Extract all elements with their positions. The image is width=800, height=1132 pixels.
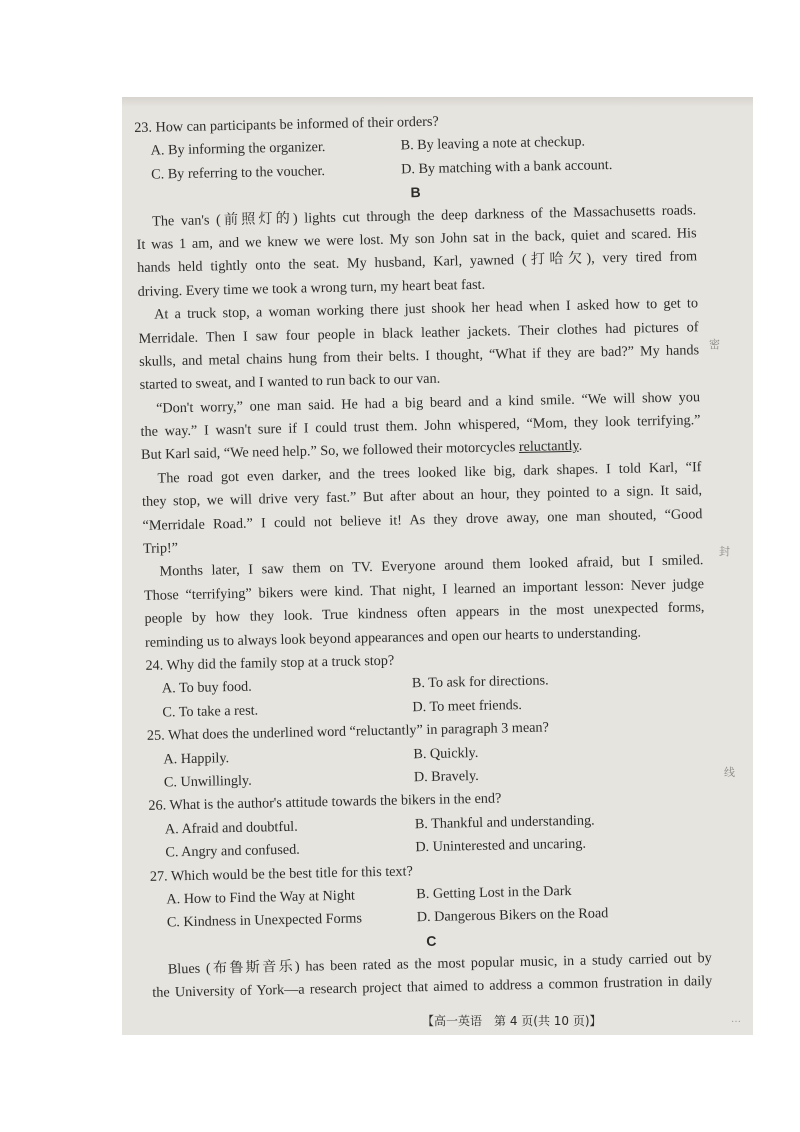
footer-dots: … [731, 1014, 741, 1025]
option-b: B. By leaving a note at checkup. [400, 133, 586, 154]
question-stem: 23. How can participants be informed of their orders? [134, 113, 439, 136]
passage-line: Merridale. Then I saw four people in black leather jackets. Their clothes had pictures of [138, 318, 699, 347]
option-c: C. Angry and confused. [165, 841, 300, 861]
option-c: C. Kindness in Unexpected Forms [166, 910, 363, 931]
binding-mark-top: 密 [709, 338, 720, 351]
option-d: D. By matching with a bank account. [400, 156, 613, 178]
option-c: C. To take a rest. [162, 702, 259, 721]
binding-mark-mid: 封 [719, 545, 730, 558]
question-24-stem: 24. Why did the family stop at a truck stop? [145, 652, 395, 674]
option-d: D. To meet friends. [412, 696, 523, 716]
passage-line: they stop, we will drive very fast.” But after about an hour, they pointed to a sign. It said, [141, 482, 703, 511]
question-25-stem: 25. What does the underlined word “reluctantly” in paragraph 3 mean? [146, 719, 550, 745]
section-b-heading: B [410, 184, 421, 201]
option-d: D. Dangerous Bikers on the Road [416, 905, 609, 926]
passage-line: At a truck stop, a woman working there just shook her head when I asked how to get to [153, 295, 699, 323]
passage-line: the University of York—a research project that aimed to address a common frustration in daily [152, 973, 713, 1002]
passage-line: Months later, I saw them on TV. Everyone around them looked afraid, but I smiled. [159, 552, 704, 580]
passage-line: skulls, and metal chains hung from their belts. I thought, “What if they are bad?” My hands [138, 342, 700, 370]
binding-mark-low: 线 [724, 766, 735, 779]
passage-line: The van's (前照灯的) lights cut through the deep darkness of the Massachusetts roads. [152, 201, 697, 230]
scanned-page [122, 97, 753, 1035]
section-c-heading: C [426, 932, 437, 949]
option-a: A. Happily. [163, 749, 230, 768]
option-d: D. Bravely. [413, 767, 479, 786]
question-27-stem: 27. Which would be the best title for this text? [149, 862, 413, 885]
passage-line: hands held tightly onto the seat. My husband, Karl, yawned (打哈欠), very tired from [137, 248, 698, 277]
passage-line: “Merridale Road.” I could not believe it! As they drove away, one man shouted, “Good [142, 505, 703, 534]
option-c: C. By referring to the voucher. [151, 162, 326, 183]
passage-punct: . [578, 438, 583, 455]
option-a: A. By informing the organizer. [150, 139, 326, 160]
passage-line: Trip!” [142, 540, 179, 557]
page-footer: 【高一英语 第 4 页(共 10 页)】 [422, 1014, 602, 1028]
passage-line: “Don't worry,” one man said. He had a big beard and a kind smile. “We will show you [155, 388, 701, 417]
passage-text: But Karl said, “We need help.” So, we followed their motorcycles [140, 439, 520, 464]
passage-line: reminding us to always look beyond appearances and open our hearts to understanding. [144, 624, 642, 651]
passage-line: It was 1 am, and we knew we were lost. My son John sat in the back, quiet and scared. His [136, 225, 697, 253]
page-content [134, 105, 712, 1005]
passage-line: the way.” I wasn't sure if I could trust them. John whispered, “Mom, they look terrifying.” [140, 412, 701, 441]
passage-line: Those “terrifying” bikers were kind. That night, I learned an important lesson: Never judge [143, 575, 705, 604]
option-a: A. How to Find the Way at Night [166, 887, 356, 908]
passage-line: started to sweat, and I wanted to run back to our van. [139, 370, 441, 394]
option-b: B. Getting Lost in the Dark [416, 882, 572, 903]
option-a: A. Afraid and doubtful. [164, 818, 298, 838]
passage-line: Blues (布鲁斯音乐) has been rated as the most popular music, in a study carried out by [167, 950, 712, 978]
option-b: B. Quickly. [413, 744, 479, 762]
option-b: B. Thankful and understanding. [414, 812, 595, 832]
underlined-word: reluctantly [518, 438, 579, 456]
passage-line: people by how they look. True kindness often appears in the most unexpected forms, [144, 599, 705, 628]
passage-line: The road got even darker, and the trees looked like big, dark shapes. I told Karl, “If [157, 459, 702, 487]
option-b: B. To ask for directions. [411, 672, 549, 692]
passage-line: driving. Every time we took a wrong turn, my heart beat fast. [137, 276, 486, 300]
option-d: D. Uninterested and uncaring. [415, 835, 587, 856]
option-a: A. To buy food. [161, 679, 252, 697]
option-c: C. Unwillingly. [163, 772, 252, 791]
question-26-stem: 26. What is the author's attitude towards the bikers in the end? [148, 790, 502, 815]
